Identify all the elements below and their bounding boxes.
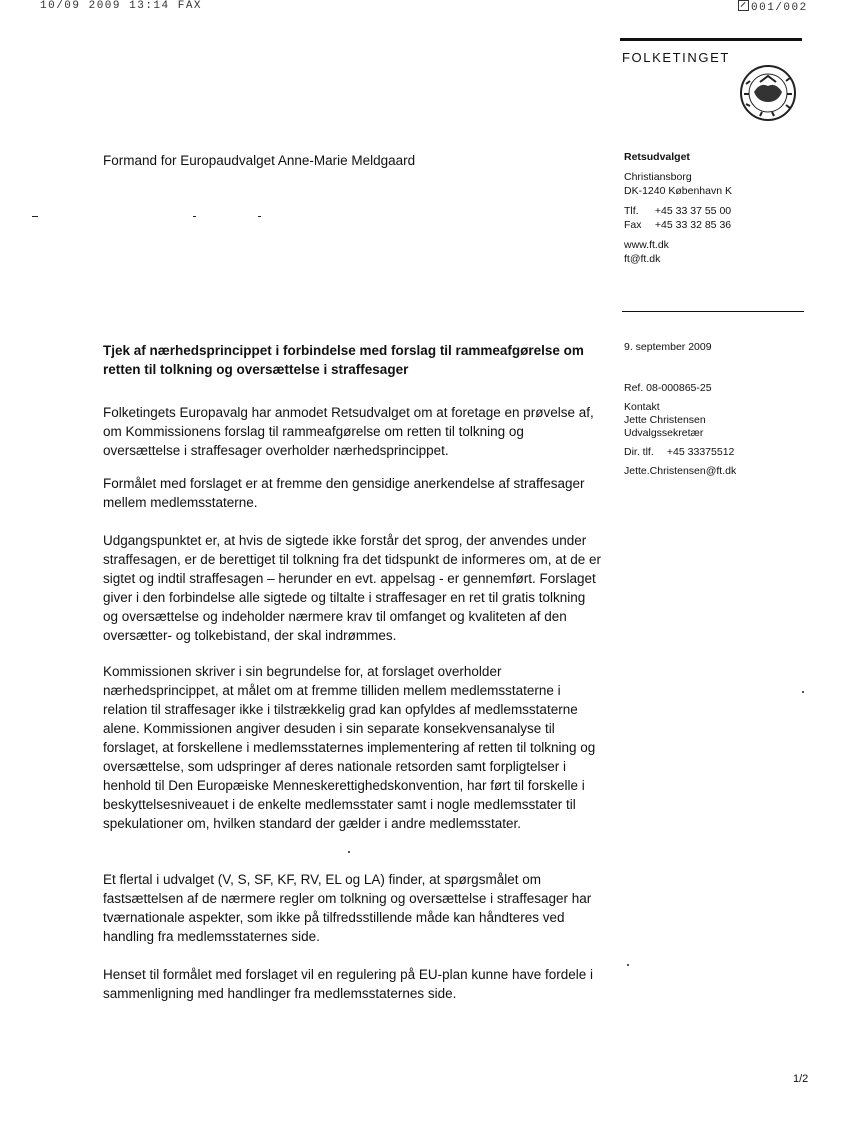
dir-tel-label: Dir. tlf. (624, 446, 654, 458)
scan-speck (348, 851, 350, 853)
scan-speck (802, 691, 804, 693)
page-number: 1/2 (793, 1073, 809, 1085)
addressee: Formand for Europaudvalget Anne-Marie Meldgaard (103, 153, 416, 168)
dir-tel-value: +45 33375512 (666, 446, 735, 458)
body-paragraph: Formålet med forslaget er at fremme den gensidige anerkendelse af straffesager mellem medlemsstaterne. (103, 476, 585, 510)
fax-header-right (738, 0, 808, 14)
sender-tel (624, 204, 732, 218)
contact-direct-tel (624, 446, 736, 459)
folketinget-seal-icon (734, 64, 802, 122)
contact-title: Udvalgssekretær (624, 427, 704, 439)
fax-header-left: 10/09 2009 13:14 FAX (40, 0, 203, 12)
sender-address-2: DK-1240 København K (624, 185, 732, 197)
body-paragraph: Udgangspunktet er, at hvis de sigtede ikke forstår det sprog, der anvendes under straffesagen, er de berettiget til tolkning fra det tidspunkt de informeres om, at de er sigtet og indtil straffesagen – herunder en evt. appelsag - er gennemført. Forslaget giver i den forbindelse alle sigtede og tiltalte i straffesager en ret til gratis tolkning og oversættelse og indeholder nærmere krav til omfanget og kvaliteten af den oversætter- og tolkebistand, der skal indrømmes. (103, 533, 602, 643)
scan-mark (193, 216, 196, 217)
body-paragraph: Henset til formålet med forslaget vil en regulering på EU-plan kunne have fordele i sammenligning med handlinger fra medlemsstaternes side. (103, 967, 594, 1001)
contact-name: Jette Christensen (624, 414, 706, 426)
sender-fax (624, 218, 732, 232)
tel-value: +45 33 37 55 00 (654, 205, 732, 217)
scan-speck (627, 964, 629, 966)
scan-mark (32, 216, 38, 217)
fax-value: +45 33 32 85 36 (654, 219, 732, 231)
letter-date: 9. september 2009 (624, 341, 712, 353)
fax-checkbox-icon (738, 0, 749, 11)
reference-block (624, 382, 736, 478)
fax-page-count: 001/002 (751, 2, 808, 14)
subject-heading: Tjek af nærhedsprincippet i forbindelse med forslag til rammeafgørelse om retten til tolkning og oversættelse i straffesager (103, 343, 584, 377)
scan-mark (258, 216, 261, 217)
letterhead-rule (620, 38, 802, 41)
body-paragraph: Kommissionen skriver i sin begrundelse for, at forslaget overholder nærhedsprincippet, at målet om at fremme tilliden mellem medlemsstaterne i relation til straffesager ikke i tilstrækkelig grad kan opfyldes af medlemsstaterne alene. Kommissionen angiver desuden i sin separate konsekvensanalyse til forslaget, at forskellene i medlemsstaternes implementering af retten til tolkning og oversættelse, som udspringer af deres nationale retsorden samt forpligtelser i henhold til Den Europæiske Menneskerettighedskonvention, har ført til forskelle i beskyttelsesniveauet i de enkelte medlemsstater samt i nogle medlemsstater til spekulationer om, hvilken standard der gælder i andre medlemsstater. (103, 664, 596, 831)
fax-label: Fax (624, 219, 642, 231)
sender-block (624, 150, 732, 266)
reference-number: Ref. 08-000865-25 (624, 382, 712, 394)
body-paragraph: Et flertal i udvalget (V, S, SF, KF, RV, EL og LA) finder, at spørgsmålet om fastsættelsen af de nærmere regler om tolkning og oversættelse i straffesager har tværnationale aspekter, som ikke på tilfredsstillende måde kan håndteres ved handling fra medlemsstaternes side. (103, 872, 592, 944)
sender-web: www.ft.dk (624, 239, 669, 251)
sender-email: ft@ft.dk (624, 253, 661, 265)
sender-name: Retsudvalget (624, 151, 690, 163)
tel-label: Tlf. (624, 205, 639, 217)
contact-label: Kontakt (624, 401, 660, 413)
body-paragraph: Folketingets Europavalg har anmodet Retsudvalget om at foretage en prøvelse af, om Kommissionens forslag til rammeafgørelse om retten til tolkning og oversættelse i straffesager overholder nærhedsprincippet. (103, 405, 594, 458)
contact-email: Jette.Christensen@ft.dk (624, 465, 737, 477)
org-name: FOLKETINGET (622, 50, 730, 65)
sender-address-1: Christiansborg (624, 171, 692, 183)
sender-rule (622, 311, 804, 312)
